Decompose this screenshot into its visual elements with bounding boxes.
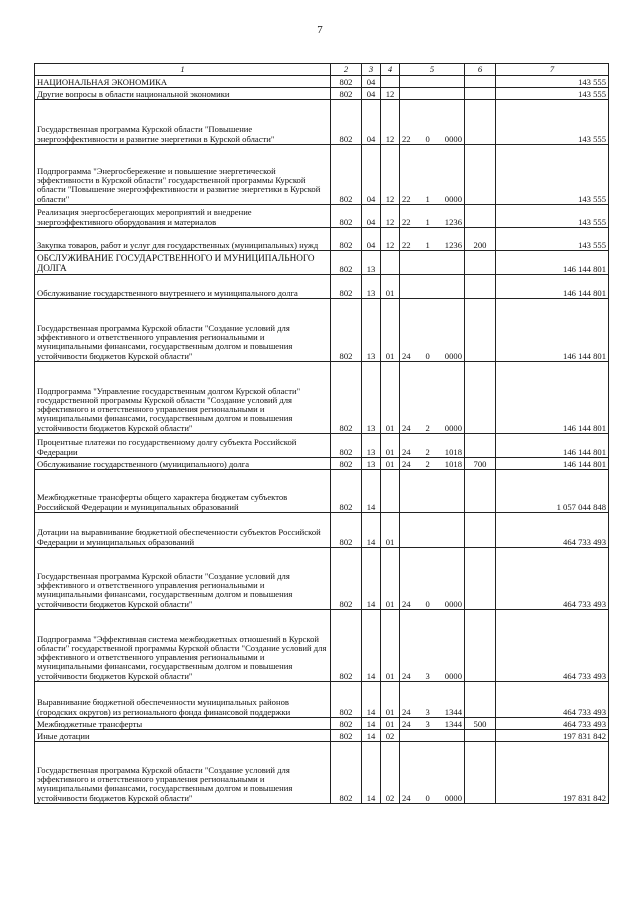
- target-part: 24: [402, 598, 411, 609]
- target-part: 3: [425, 718, 430, 729]
- col-amount: 464 733 493: [496, 513, 609, 548]
- col-vr: [465, 76, 496, 88]
- row-name: НАЦИОНАЛЬНАЯ ЭКОНОМИКА: [35, 76, 331, 88]
- table-row: [35, 76, 609, 88]
- col-vr: [465, 362, 496, 434]
- col-target: [400, 362, 465, 434]
- col-vr: [465, 730, 496, 742]
- table-row: [35, 228, 609, 251]
- col-gr: 802: [331, 275, 362, 299]
- col-amount: 146 144 801: [496, 299, 609, 362]
- col-amount: 146 144 801: [496, 458, 609, 470]
- col-gr: 802: [331, 88, 362, 100]
- col-gr: 802: [331, 458, 362, 470]
- target-part: 1: [425, 193, 430, 204]
- target-article: [402, 448, 462, 457]
- header-cell: 3: [362, 64, 381, 76]
- col-amount: 143 555: [496, 145, 609, 205]
- col-pr: [381, 470, 400, 513]
- col-vr: 700: [465, 458, 496, 470]
- col-pr: 02: [381, 742, 400, 804]
- target-part: 0000: [444, 792, 462, 803]
- col-rz: 13: [362, 275, 381, 299]
- col-amount: 143 555: [496, 76, 609, 88]
- col-gr: 802: [331, 100, 362, 145]
- col-target: [400, 548, 465, 610]
- target-part: 24: [402, 792, 411, 803]
- col-target: [400, 682, 465, 718]
- col-rz: 04: [362, 88, 381, 100]
- header-cell: 5: [400, 64, 465, 76]
- col-rz: 04: [362, 76, 381, 88]
- header-cell: 1: [35, 64, 331, 76]
- target-part: 24: [402, 706, 411, 717]
- row-name: Подпрограмма "Управление государственным долгом Курской области" государственной программы Курской области "Создание условий для эффективного и ответственного управления региональными и муниципальными финансами, государственным долгом и повышения устойчивости бюджетов Курской области": [35, 362, 331, 434]
- target-part: 0000: [444, 598, 462, 609]
- col-gr: 802: [331, 730, 362, 742]
- col-gr: 802: [331, 434, 362, 458]
- target-part: 3: [425, 706, 430, 717]
- target-part: 1236: [444, 216, 462, 227]
- col-target: [400, 275, 465, 299]
- row-name: Иные дотации: [35, 730, 331, 742]
- target-part: 1236: [444, 239, 462, 250]
- table-row: [35, 682, 609, 718]
- col-vr: [465, 100, 496, 145]
- col-target: [400, 458, 465, 470]
- col-gr: 802: [331, 742, 362, 804]
- header-cell: 6: [465, 64, 496, 76]
- row-name: Подпрограмма "Энергосбережение и повышение энергетической эффективности в Курской области" государственной программы Курской области "Повышение энергоэффективности и развитие энергетики в Курской области": [35, 145, 331, 205]
- col-target: [400, 100, 465, 145]
- col-vr: [465, 299, 496, 362]
- table-row: [35, 742, 609, 804]
- col-pr: 01: [381, 548, 400, 610]
- row-name: Межбюджетные трансферты общего характера бюджетам субъектов Российской Федерации и муниципальных образований: [35, 470, 331, 513]
- col-target: [400, 88, 465, 100]
- header-cell: 4: [381, 64, 400, 76]
- table-row: [35, 88, 609, 100]
- col-gr: 802: [331, 145, 362, 205]
- col-vr: 500: [465, 718, 496, 730]
- col-pr: 02: [381, 730, 400, 742]
- col-target: [400, 718, 465, 730]
- col-pr: 01: [381, 513, 400, 548]
- col-gr: 802: [331, 718, 362, 730]
- col-target: [400, 76, 465, 88]
- target-part: 0: [425, 350, 430, 361]
- table-row: [35, 718, 609, 730]
- col-vr: [465, 548, 496, 610]
- target-article: [402, 794, 462, 803]
- header-cell: 2: [331, 64, 362, 76]
- target-article: [402, 672, 462, 681]
- col-gr: 802: [331, 299, 362, 362]
- col-amount: 464 733 493: [496, 718, 609, 730]
- col-amount: 197 831 842: [496, 730, 609, 742]
- target-article: [402, 708, 462, 717]
- col-amount: 143 555: [496, 205, 609, 228]
- col-rz: 14: [362, 610, 381, 682]
- target-part: 22: [402, 133, 411, 144]
- col-vr: [465, 88, 496, 100]
- row-name: Реализация энергосберегающих мероприятий и внедрение энергоэффективного оборудования и материалов: [35, 205, 331, 228]
- col-gr: 802: [331, 682, 362, 718]
- col-gr: 802: [331, 548, 362, 610]
- table-row: [35, 205, 609, 228]
- row-name: Обслуживание государственного (муниципального) долга: [35, 458, 331, 470]
- target-part: 2: [425, 422, 430, 433]
- target-part: 0000: [444, 670, 462, 681]
- target-article: [402, 195, 462, 204]
- page-number: 7: [317, 24, 323, 36]
- table-row: [35, 251, 609, 275]
- col-amount: 143 555: [496, 228, 609, 251]
- table-row: [35, 548, 609, 610]
- budget-table: [34, 63, 609, 804]
- header-row: [35, 64, 609, 76]
- col-vr: [465, 145, 496, 205]
- col-gr: 802: [331, 205, 362, 228]
- col-pr: 12: [381, 145, 400, 205]
- target-part: 0000: [444, 193, 462, 204]
- col-vr: [465, 610, 496, 682]
- target-part: 22: [402, 193, 411, 204]
- target-part: 0: [425, 792, 430, 803]
- col-amount: 143 555: [496, 88, 609, 100]
- row-name: Государственная программа Курской области "Создание условий для эффективного и ответственного управления региональными и муниципальными финансами, государственным долгом и повышения устойчивости бюджетов Курской области": [35, 299, 331, 362]
- target-part: 0000: [444, 133, 462, 144]
- target-part: 1344: [444, 718, 462, 729]
- target-part: 1018: [444, 458, 462, 469]
- row-name: Государственная программа Курской области "Повышение энергоэффективности и развитие энергетики в Курской области": [35, 100, 331, 145]
- table-row: [35, 470, 609, 513]
- col-rz: 13: [362, 434, 381, 458]
- target-part: 1: [425, 216, 430, 227]
- row-name: Обслуживание государственного внутреннего и муниципального долга: [35, 275, 331, 299]
- target-part: 0000: [444, 350, 462, 361]
- target-article: [402, 241, 462, 250]
- col-gr: 802: [331, 228, 362, 251]
- row-name: Государственная программа Курской области "Создание условий для эффективного и ответственного управления региональными и муниципальными финансами, государственным долгом и повышения устойчивости бюджетов Курской области": [35, 548, 331, 610]
- target-part: 1018: [444, 446, 462, 457]
- col-amount: 464 733 493: [496, 548, 609, 610]
- col-target: [400, 145, 465, 205]
- col-amount: 146 144 801: [496, 434, 609, 458]
- col-target: [400, 470, 465, 513]
- target-part: 2: [425, 458, 430, 469]
- col-target: [400, 742, 465, 804]
- col-pr: [381, 251, 400, 275]
- col-gr: 802: [331, 610, 362, 682]
- col-vr: [465, 470, 496, 513]
- target-part: 3: [425, 670, 430, 681]
- table-row: [35, 513, 609, 548]
- target-part: 24: [402, 350, 411, 361]
- col-target: [400, 299, 465, 362]
- col-vr: [465, 513, 496, 548]
- col-pr: 01: [381, 682, 400, 718]
- col-amount: 1 057 044 848: [496, 470, 609, 513]
- row-name: Подпрограмма "Эффективная система межбюджетных отношений в Курской области" государственной программы Курской области "Создание условий для эффективного и ответственного управления региональными и муниципальными финансами, государственным долгом и повышения устойчивости бюджетов Курской области": [35, 610, 331, 682]
- target-part: 0: [425, 598, 430, 609]
- target-article: [402, 424, 462, 433]
- target-part: 24: [402, 458, 411, 469]
- col-vr: [465, 682, 496, 718]
- col-gr: 802: [331, 362, 362, 434]
- table-row: [35, 299, 609, 362]
- col-rz: 14: [362, 742, 381, 804]
- row-name: Выравнивание бюджетной обеспеченности муниципальных районов (городских округов) из регионального фонда финансовой поддержки: [35, 682, 331, 718]
- col-vr: [465, 205, 496, 228]
- col-pr: [381, 76, 400, 88]
- col-target: [400, 228, 465, 251]
- col-vr: 200: [465, 228, 496, 251]
- col-rz: 14: [362, 470, 381, 513]
- col-rz: 14: [362, 718, 381, 730]
- col-target: [400, 251, 465, 275]
- col-amount: 464 733 493: [496, 682, 609, 718]
- col-amount: 143 555: [496, 100, 609, 145]
- col-gr: 802: [331, 470, 362, 513]
- col-rz: 13: [362, 299, 381, 362]
- table-row: [35, 434, 609, 458]
- target-part: 24: [402, 718, 411, 729]
- col-rz: 04: [362, 205, 381, 228]
- target-part: 0000: [444, 422, 462, 433]
- col-vr: [465, 742, 496, 804]
- col-pr: 01: [381, 458, 400, 470]
- target-part: 1: [425, 239, 430, 250]
- col-gr: 802: [331, 76, 362, 88]
- col-rz: 13: [362, 362, 381, 434]
- col-pr: 12: [381, 88, 400, 100]
- col-target: [400, 434, 465, 458]
- table-row: [35, 362, 609, 434]
- col-rz: 14: [362, 682, 381, 718]
- col-pr: 01: [381, 718, 400, 730]
- col-rz: 13: [362, 251, 381, 275]
- target-part: 22: [402, 216, 411, 227]
- col-vr: [465, 434, 496, 458]
- table-row: [35, 730, 609, 742]
- target-article: [402, 720, 462, 729]
- target-part: 24: [402, 446, 411, 457]
- target-part: 24: [402, 670, 411, 681]
- row-name: Государственная программа Курской области "Создание условий для эффективного и ответственного управления региональными и муниципальными финансами, государственным долгом и повышения устойчивости бюджетов Курской области": [35, 742, 331, 804]
- table-row: [35, 100, 609, 145]
- target-article: [402, 135, 462, 144]
- col-target: [400, 513, 465, 548]
- table-row: [35, 610, 609, 682]
- col-pr: 12: [381, 205, 400, 228]
- col-gr: 802: [331, 251, 362, 275]
- col-target: [400, 610, 465, 682]
- target-article: [402, 352, 462, 361]
- col-vr: [465, 275, 496, 299]
- col-rz: 13: [362, 458, 381, 470]
- row-name: Процентные платежи по государственному долгу субъекта Российской Федерации: [35, 434, 331, 458]
- target-article: [402, 218, 462, 227]
- col-rz: 14: [362, 730, 381, 742]
- table-row: [35, 145, 609, 205]
- target-part: 0: [425, 133, 430, 144]
- col-pr: 01: [381, 275, 400, 299]
- col-pr: 12: [381, 100, 400, 145]
- col-rz: 14: [362, 513, 381, 548]
- row-name: Закупка товаров, работ и услуг для государственных (муниципальных) нужд: [35, 228, 331, 251]
- col-amount: 464 733 493: [496, 610, 609, 682]
- col-amount: 146 144 801: [496, 251, 609, 275]
- col-rz: 14: [362, 548, 381, 610]
- col-amount: 197 831 842: [496, 742, 609, 804]
- target-article: [402, 460, 462, 469]
- target-part: 24: [402, 422, 411, 433]
- col-rz: 04: [362, 145, 381, 205]
- col-target: [400, 730, 465, 742]
- col-pr: 01: [381, 299, 400, 362]
- row-name: Другие вопросы в области национальной экономики: [35, 88, 331, 100]
- col-gr: 802: [331, 513, 362, 548]
- col-pr: 01: [381, 434, 400, 458]
- target-part: 1344: [444, 706, 462, 717]
- table-row: [35, 275, 609, 299]
- col-vr: [465, 251, 496, 275]
- table-row: [35, 458, 609, 470]
- header-cell: 7: [496, 64, 609, 76]
- row-name: Дотации на выравнивание бюджетной обеспеченности субъектов Российской Федерации и муниципальных образований: [35, 513, 331, 548]
- col-amount: 146 144 801: [496, 275, 609, 299]
- col-rz: 04: [362, 228, 381, 251]
- col-pr: 12: [381, 228, 400, 251]
- col-pr: 01: [381, 610, 400, 682]
- row-name: ОБСЛУЖИВАНИЕ ГОСУДАРСТВЕННОГО И МУНИЦИПАЛЬНОГО ДОЛГА: [35, 251, 331, 275]
- row-name: Межбюджетные трансферты: [35, 718, 331, 730]
- col-target: [400, 205, 465, 228]
- col-rz: 04: [362, 100, 381, 145]
- target-part: 22: [402, 239, 411, 250]
- target-part: 2: [425, 446, 430, 457]
- col-amount: 146 144 801: [496, 362, 609, 434]
- target-article: [402, 600, 462, 609]
- col-pr: 01: [381, 362, 400, 434]
